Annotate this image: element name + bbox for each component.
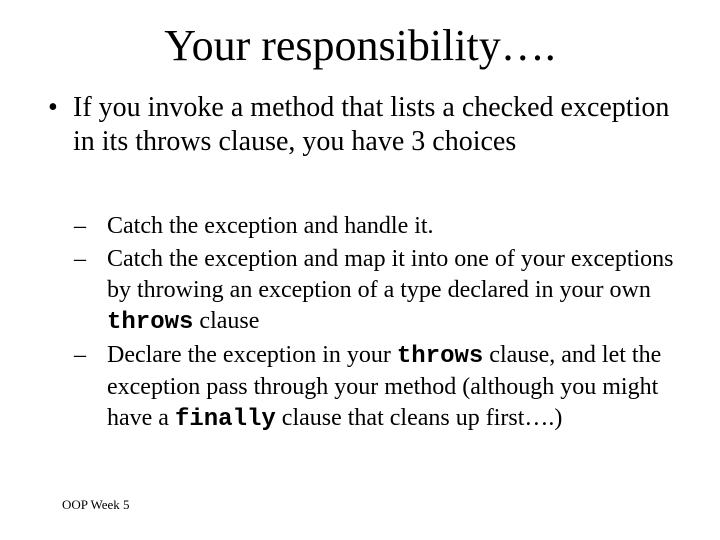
sub-marker: – [74, 246, 86, 272]
sub-text-after: clause [193, 308, 260, 334]
sub-item [74, 244, 674, 338]
slide-footer: OOP Week 5 [62, 497, 130, 512]
sub-text-before: Declare the exception in your [107, 342, 397, 368]
sub-item [74, 211, 674, 242]
bullet-marker: • [48, 92, 58, 123]
code-keyword: finally [174, 406, 276, 433]
sub-text [107, 340, 674, 435]
sub-item [74, 340, 674, 435]
code-keyword: throws [396, 343, 484, 370]
code-keyword: throws [107, 309, 194, 336]
sub-text-middle: clause, and let the exception pass through your method (although you might have a [107, 342, 662, 431]
sub-marker: – [74, 213, 86, 239]
main-bullet [48, 91, 688, 159]
sub-list [74, 211, 674, 437]
slide-title: Your responsibility…. [164, 21, 556, 70]
bullet-text: If you invoke a method that lists a checked exception in its throws clause, you have 3 choices [73, 92, 670, 157]
sub-text-after: clause that cleans up first….) [275, 405, 563, 431]
sub-marker: – [74, 342, 86, 368]
sub-text-content: Catch the exception and handle it. [107, 213, 434, 239]
sub-text [107, 211, 674, 242]
sub-text [107, 244, 674, 338]
sub-text-before: Catch the exception and map it into one of your exceptions by throwing an exception of a type declared in your own [107, 246, 674, 303]
